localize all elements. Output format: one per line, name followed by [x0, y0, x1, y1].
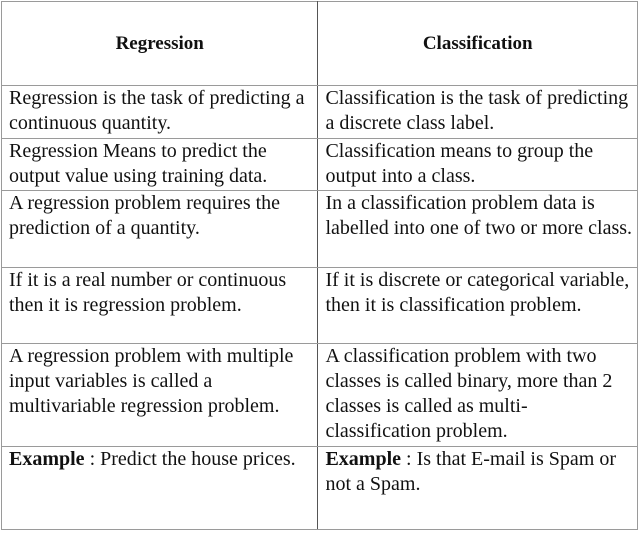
table-row	[2, 344, 638, 446]
cell-classification: A classification problem with two classes is called binary, more than 2 classes is called as multi-classification problem.	[318, 344, 638, 446]
header-classification: Classification	[318, 2, 638, 86]
cell-regression: Regression Means to predict the output value using training data.	[2, 138, 318, 190]
table-header-row	[2, 2, 638, 86]
table-row	[2, 267, 638, 343]
cell-regression: Regression is the task of predicting a continuous quantity.	[2, 86, 318, 138]
example-label: Example	[325, 447, 402, 470]
cell-classification: Classification means to group the output into a class.	[318, 138, 638, 190]
table-row	[2, 86, 638, 138]
cell-regression: If it is a real number or continuous then it is regression problem.	[2, 267, 318, 343]
cell-regression-example	[2, 446, 318, 529]
table-row	[2, 190, 638, 267]
header-regression: Regression	[2, 2, 318, 86]
table-row	[2, 138, 638, 190]
example-text: : Is that E-mail is Spam or not a Spam.	[325, 447, 616, 495]
example-text: : Predict the house prices.	[84, 447, 296, 470]
cell-classification-example	[318, 446, 638, 529]
table-row-example	[2, 446, 638, 529]
cell-classification: If it is discrete or categorical variable, then it is classification problem.	[318, 267, 638, 343]
cell-regression: A regression problem requires the prediction of a quantity.	[2, 190, 318, 267]
regression-vs-classification-table	[1, 1, 638, 530]
example-label: Example	[9, 447, 85, 470]
cell-classification: In a classification problem data is labelled into one of two or more class.	[318, 190, 638, 267]
cell-regression: A regression problem with multiple input variables is called a multivariable regression problem.	[2, 344, 318, 446]
cell-classification: Classification is the task of predicting a discrete class label.	[318, 86, 638, 138]
